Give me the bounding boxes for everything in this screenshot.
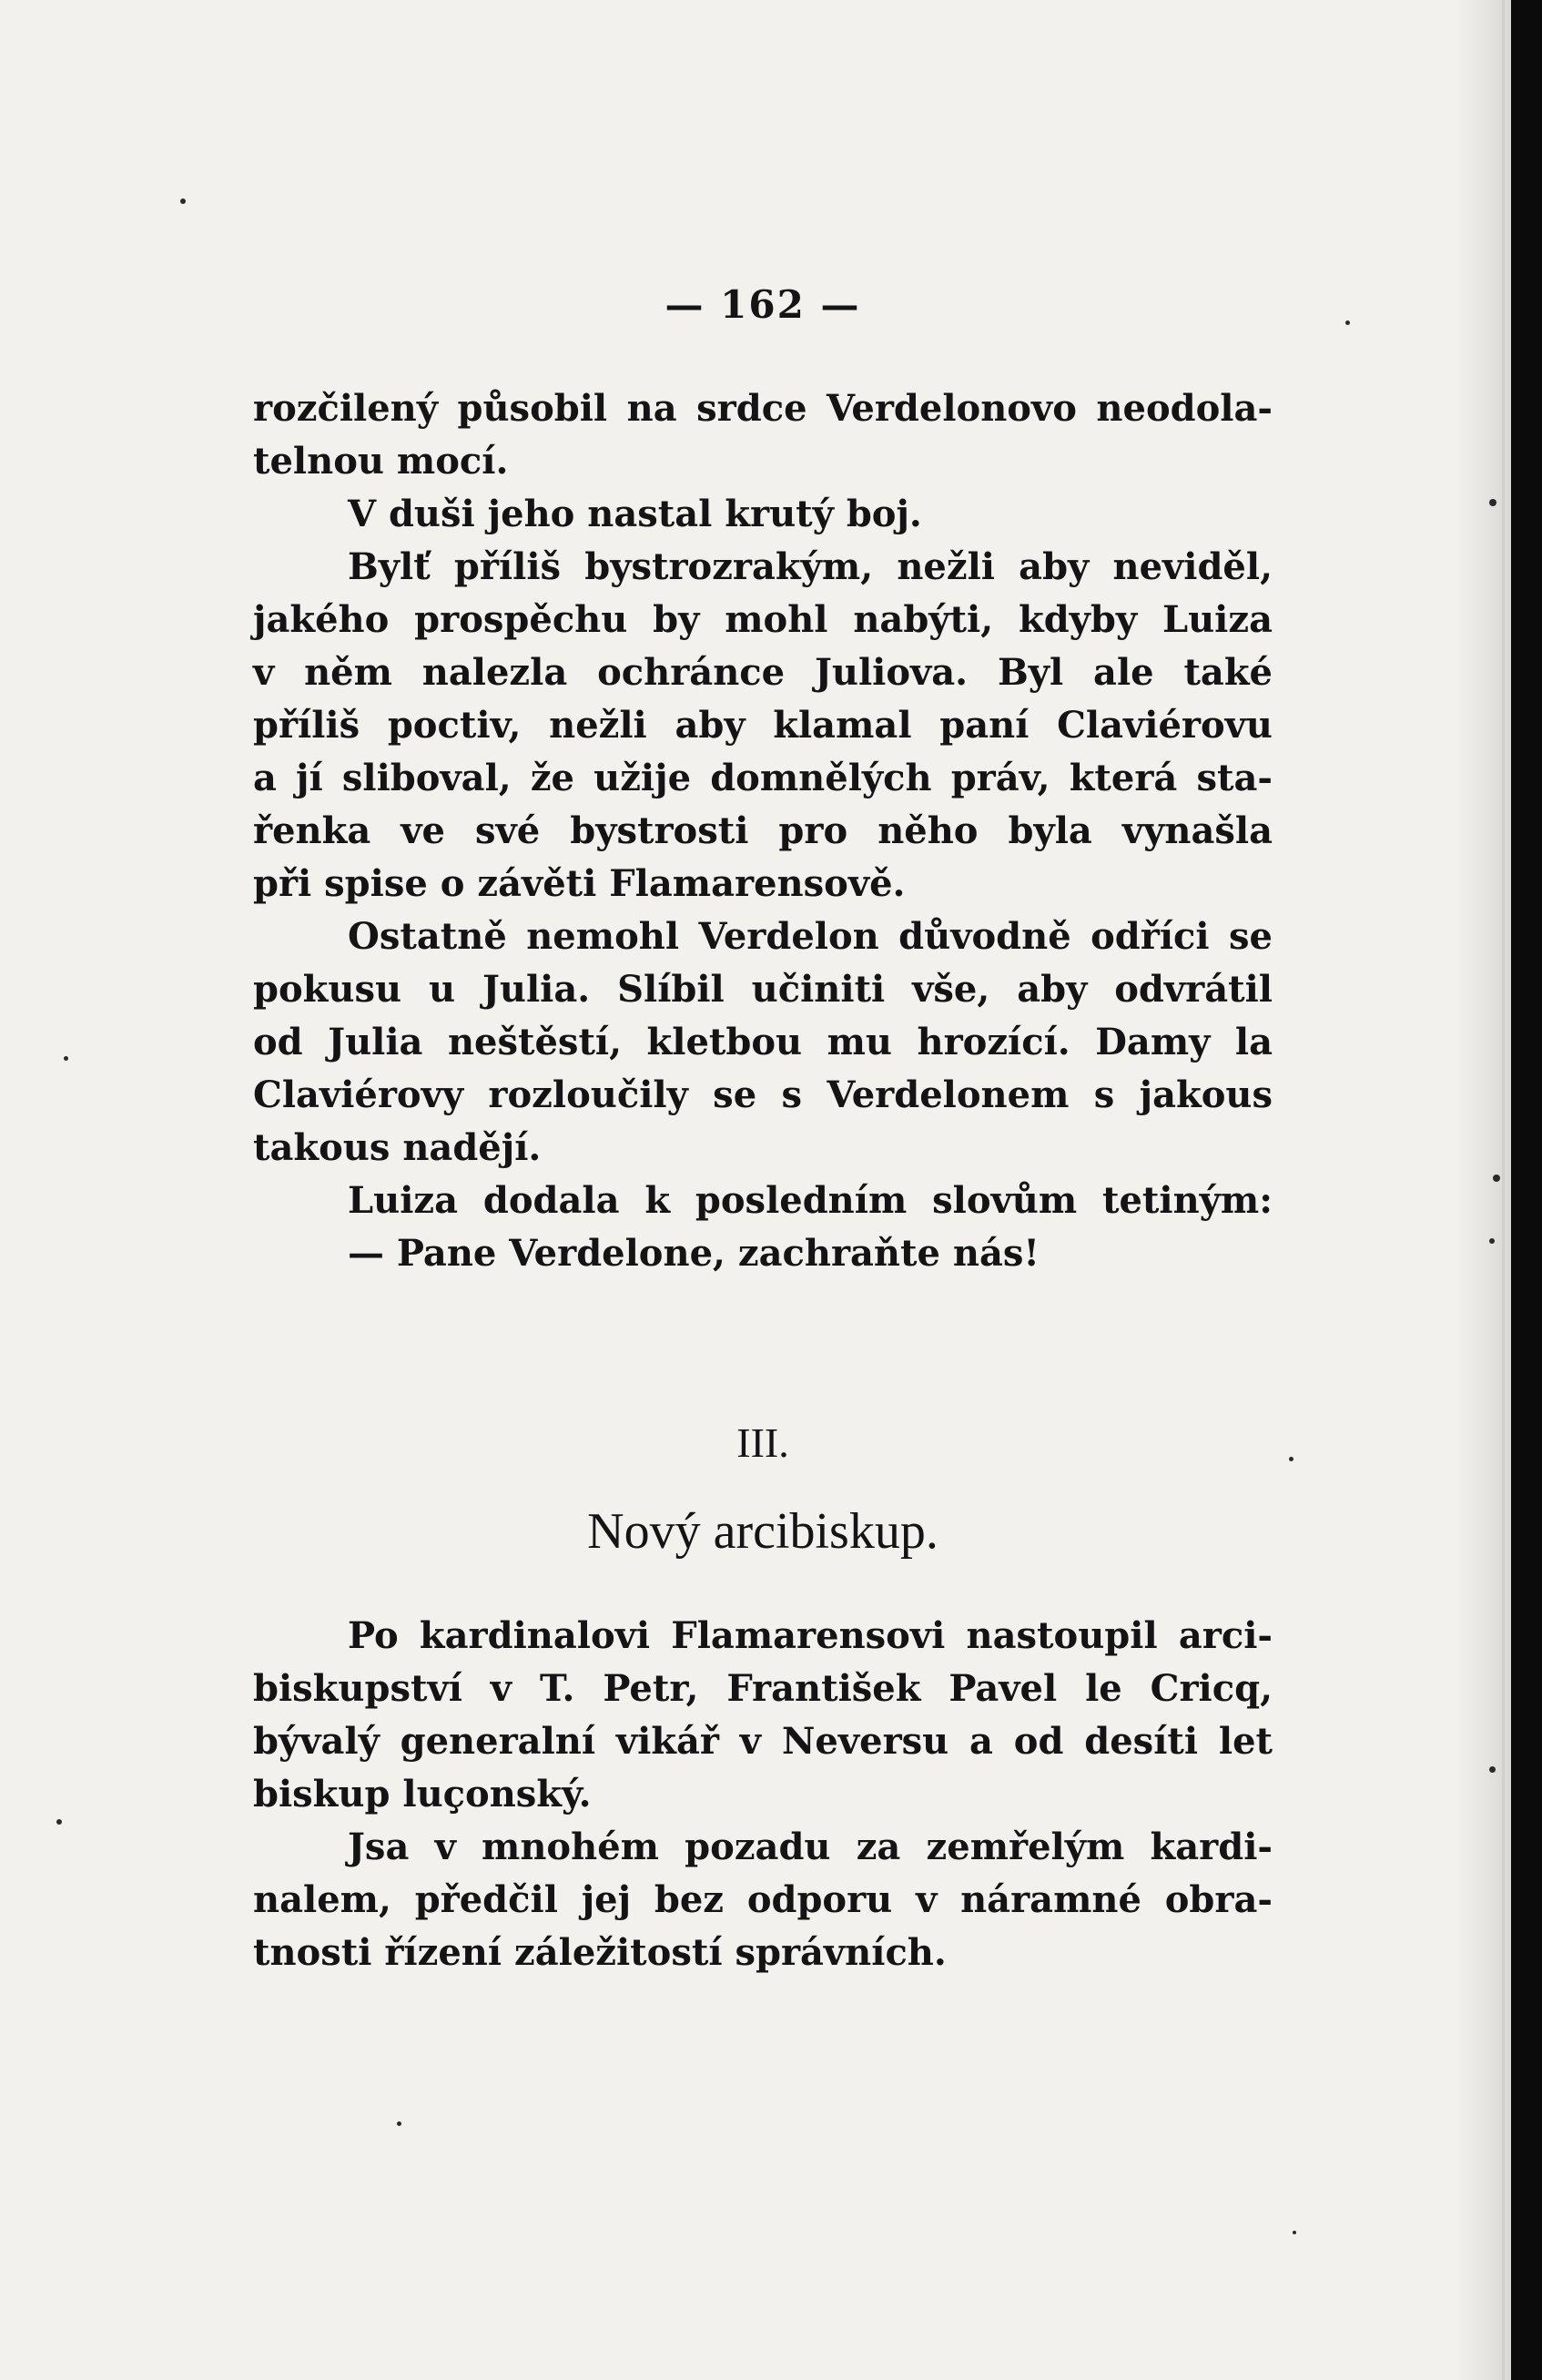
text-line: tnosti řízení záležitostí správních. <box>253 1931 947 1974</box>
section-1-text <box>253 382 1273 1280</box>
paper-speck <box>1345 320 1350 325</box>
page-number: — 162 — <box>664 282 861 327</box>
text-line: Luiza dodala k posledním slovům tetiným: <box>348 1179 1273 1222</box>
chapter-number: III. <box>736 1419 789 1466</box>
paper-speck <box>1289 1457 1293 1461</box>
section-2-text <box>253 1610 1273 1979</box>
paper-speck <box>1489 499 1496 506</box>
page-fold-line <box>1502 0 1505 2380</box>
text-line: jakého prospěchu by mohl nabýti, kdyby Luiza <box>253 598 1273 641</box>
text-line: bývalý generalní vikář v Neversu a od desíti let <box>253 1720 1273 1763</box>
paper-speck <box>1489 1766 1496 1773</box>
paper-speck <box>180 198 186 204</box>
text-line: Claviérovy rozloučily se s Verdelonem s jakous <box>253 1073 1273 1116</box>
chapter-title: Nový arcibiskup. <box>587 1503 938 1560</box>
text-line: Bylť příliš bystrozrakým, nežli aby neviděl, <box>348 545 1273 588</box>
text-line: takous nadějí. <box>253 1126 542 1169</box>
text-line: biskupství v T. Petr, František Pavel le Cricq, <box>253 1667 1273 1710</box>
text-line: od Julia neštěstí, kletbou mu hrozící. Damy la <box>253 1021 1273 1063</box>
text-line: řenka ve své bystrosti pro něho byla vynašla <box>253 809 1273 852</box>
paper-speck <box>397 2121 401 2126</box>
paper-speck <box>1293 2231 1296 2234</box>
text-line: — Pane Verdelone, zachraňte nás! <box>348 1232 1040 1275</box>
text-line: nalem, předčil jej bez odporu v náramné obra- <box>253 1878 1273 1921</box>
text-line: Po kardinalovi Flamarensovi nastoupil arci- <box>348 1614 1273 1657</box>
text-line: pokusu u Julia. Slíbil učiniti vše, aby odvrátil <box>253 968 1273 1011</box>
text-line: příliš poctiv, nežli aby klamal paní Claviérovu <box>253 704 1273 747</box>
paper-speck <box>1493 1175 1500 1182</box>
paper-speck <box>64 1056 68 1061</box>
paper-speck <box>1489 1238 1495 1244</box>
text-line: Jsa v mnohém pozadu za zemřelým kardi- <box>348 1826 1273 1868</box>
text-line: při spise o závěti Flamarensově. <box>253 862 906 905</box>
text-line: v něm nalezla ochránce Juliova. Byl ale také <box>253 651 1273 694</box>
text-line: rozčilený působil na srdce Verdelonovo neodola- <box>253 387 1273 430</box>
text-line: Ostatně nemohl Verdelon důvodně odříci se <box>348 915 1273 958</box>
text-line: a jí sliboval, že užije domnělých práv, která sta- <box>253 757 1273 799</box>
text-line: telnou mocí. <box>253 440 509 483</box>
text-line: biskup luçonský. <box>253 1773 592 1816</box>
paper-speck <box>56 1819 62 1825</box>
text-line: V duši jeho nastal krutý boj. <box>348 493 922 535</box>
